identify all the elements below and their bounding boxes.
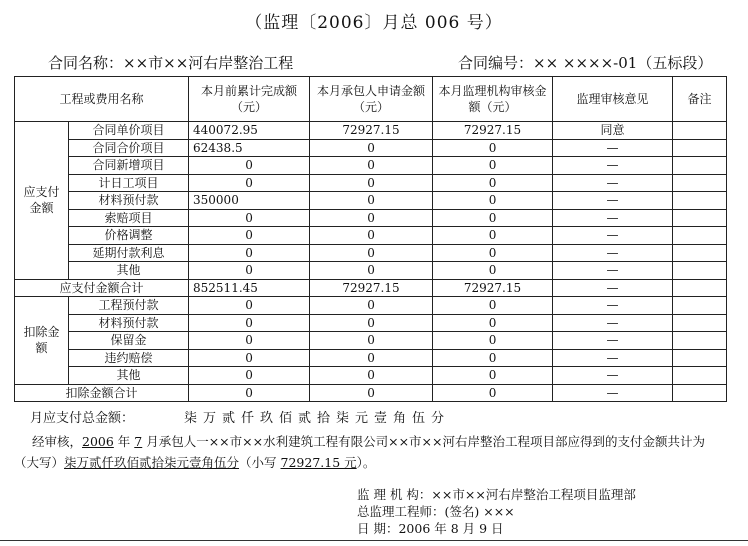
audit-note [14, 431, 726, 473]
prev-amount: 0 [189, 314, 310, 332]
item-name: 价格调整 [69, 227, 189, 245]
audit-amount: 0 [433, 332, 553, 350]
monthly-total-label: 月应支付总金额： [30, 411, 135, 426]
header-opinion: 监理审核意见 [553, 77, 673, 122]
audit-amount: 0 [433, 139, 553, 157]
audit-amount: 0 [433, 157, 553, 175]
audit-amount: 0 [433, 349, 553, 367]
header-remark: 备注 [673, 77, 727, 122]
remark-cell [673, 297, 727, 315]
note-text: 年 [113, 434, 135, 449]
table-row [15, 314, 727, 332]
contract-number: 合同编号：×× ××××-01（五标段） [458, 54, 713, 72]
audit-opinion: — [553, 349, 673, 367]
group-label: 扣除金额 [15, 297, 69, 385]
apply-amount: 0 [310, 262, 433, 280]
apply-amount: 0 [310, 244, 433, 262]
item-name: 保留金 [69, 332, 189, 350]
prev-amount: 350000 [189, 192, 310, 210]
audit-opinion: — [553, 332, 673, 350]
apply-amount: 0 [310, 139, 433, 157]
total-opinion: — [553, 279, 673, 297]
audit-amount: 0 [433, 174, 553, 192]
note-month: 7 [134, 434, 143, 449]
prev-amount: 0 [189, 209, 310, 227]
monthly-total-line [30, 407, 451, 426]
prev-amount: 0 [189, 262, 310, 280]
remark-cell [673, 122, 727, 140]
item-name: 材料预付款 [69, 192, 189, 210]
item-name: 合同单价项目 [69, 122, 189, 140]
prev-amount: 0 [189, 157, 310, 175]
prev-amount: 62438.5 [189, 139, 310, 157]
audit-opinion: 同意 [553, 122, 673, 140]
header-row [15, 77, 727, 122]
total-audit: 72927.15 [433, 279, 553, 297]
table-row [15, 332, 727, 350]
header-item: 工程或费用名称 [15, 77, 189, 122]
audit-amount: 0 [433, 262, 553, 280]
signature-org: 监 理 机 构：××市××河右岸整治工程项目监理部 [357, 487, 636, 502]
total-name: 扣除金额合计 [15, 384, 189, 402]
item-name: 延期付款利息 [69, 244, 189, 262]
note-text: （小写 [239, 455, 281, 470]
document-title: （监理〔2006〕月总 006 号） [245, 13, 503, 33]
header-audit: 本月监理机构审核金额（元） [433, 77, 553, 122]
contract-info [48, 52, 728, 73]
note-text: 月承包人一××市××水利建筑工程有限公司××市××河右岸整治工程项目部应得到的支付金额共计为（大写） [14, 434, 705, 470]
audit-opinion: — [553, 139, 673, 157]
table-row [15, 209, 727, 227]
audit-opinion: — [553, 244, 673, 262]
remark-cell [673, 332, 727, 350]
apply-amount: 0 [310, 174, 433, 192]
prev-amount: 0 [189, 332, 310, 350]
prev-amount: 0 [189, 244, 310, 262]
table-row [15, 349, 727, 367]
remark-cell [673, 209, 727, 227]
monthly-total-words: 柒万贰仟玖佰贰拾柒元壹角伍分 [184, 411, 451, 426]
remark-cell [673, 139, 727, 157]
audit-opinion: — [553, 157, 673, 175]
total-row [15, 384, 727, 402]
apply-amount: 0 [310, 209, 433, 227]
group-label: 应支付金额 [15, 122, 69, 280]
remark-cell [673, 227, 727, 245]
audit-opinion: — [553, 209, 673, 227]
apply-amount: 0 [310, 227, 433, 245]
item-name: 工程预付款 [69, 297, 189, 315]
remark-cell [673, 349, 727, 367]
contract-name: 合同名称：××市××河右岸整治工程 [48, 54, 294, 72]
total-apply: 72927.15 [310, 279, 433, 297]
table-row [15, 297, 727, 315]
audit-opinion: — [553, 367, 673, 385]
table-row [15, 122, 727, 140]
audit-amount: 0 [433, 297, 553, 315]
audit-opinion: — [553, 297, 673, 315]
table-row [15, 174, 727, 192]
audit-opinion: — [553, 227, 673, 245]
item-name: 计日工项目 [69, 174, 189, 192]
table-row [15, 192, 727, 210]
table-row [15, 367, 727, 385]
audit-amount: 0 [433, 209, 553, 227]
total-name: 应支付金额合计 [15, 279, 189, 297]
audit-amount: 0 [433, 314, 553, 332]
apply-amount: 0 [310, 192, 433, 210]
header-prev: 本月前累计完成额（元） [189, 77, 310, 122]
audit-amount: 0 [433, 192, 553, 210]
signature-date: 日 期：2006 年 8 月 9 日 [357, 521, 504, 536]
item-name: 索赔项目 [69, 209, 189, 227]
table-row [15, 244, 727, 262]
remark-cell [673, 192, 727, 210]
apply-amount: 0 [310, 332, 433, 350]
audit-amount: 0 [433, 367, 553, 385]
audit-opinion: — [553, 192, 673, 210]
remark-cell [673, 244, 727, 262]
total-prev: 0 [189, 384, 310, 402]
audit-opinion: — [553, 174, 673, 192]
prev-amount: 0 [189, 367, 310, 385]
prev-amount: 0 [189, 297, 310, 315]
prev-amount: 0 [189, 349, 310, 367]
remark-cell [673, 314, 727, 332]
prev-amount: 0 [189, 227, 310, 245]
table-row [15, 139, 727, 157]
total-apply: 0 [310, 384, 433, 402]
table-row [15, 157, 727, 175]
apply-amount: 0 [310, 297, 433, 315]
apply-amount: 0 [310, 157, 433, 175]
apply-amount: 0 [310, 314, 433, 332]
note-amount-words: 柒万贰仟玖佰贰拾柒元壹角伍分 [64, 455, 240, 470]
remark-cell [673, 262, 727, 280]
item-name: 其他 [69, 262, 189, 280]
audit-opinion: — [553, 262, 673, 280]
item-name: 合同合价项目 [69, 139, 189, 157]
prev-amount: 440072.95 [189, 122, 310, 140]
item-name: 其他 [69, 367, 189, 385]
audit-amount: 0 [433, 227, 553, 245]
total-audit: 0 [433, 384, 553, 402]
note-text: ）。 [356, 455, 376, 470]
table-row [15, 227, 727, 245]
remark-cell [673, 279, 727, 297]
apply-amount: 0 [310, 367, 433, 385]
audit-amount: 72927.15 [433, 122, 553, 140]
header-apply: 本月承包人申请金额（元） [310, 77, 433, 122]
prev-amount: 0 [189, 174, 310, 192]
audit-amount: 0 [433, 244, 553, 262]
item-name: 违约赔偿 [69, 349, 189, 367]
signature-engineer: 总监理工程师：(签名) ××× [357, 504, 515, 519]
remark-cell [673, 174, 727, 192]
total-row [15, 279, 727, 297]
note-text: 经审核， [32, 434, 83, 449]
total-opinion: — [553, 384, 673, 402]
apply-amount: 0 [310, 349, 433, 367]
total-prev: 852511.45 [189, 279, 310, 297]
table-row [15, 262, 727, 280]
payment-table [14, 76, 727, 402]
remark-cell [673, 157, 727, 175]
note-year: 2006 [82, 434, 114, 449]
note-amount-number: 72927.15 元 [280, 455, 357, 470]
bottom-divider [0, 540, 748, 541]
item-name: 材料预付款 [69, 314, 189, 332]
apply-amount: 72927.15 [310, 122, 433, 140]
remark-cell [673, 367, 727, 385]
audit-opinion: — [553, 314, 673, 332]
remark-cell [673, 384, 727, 402]
item-name: 合同新增项目 [69, 157, 189, 175]
